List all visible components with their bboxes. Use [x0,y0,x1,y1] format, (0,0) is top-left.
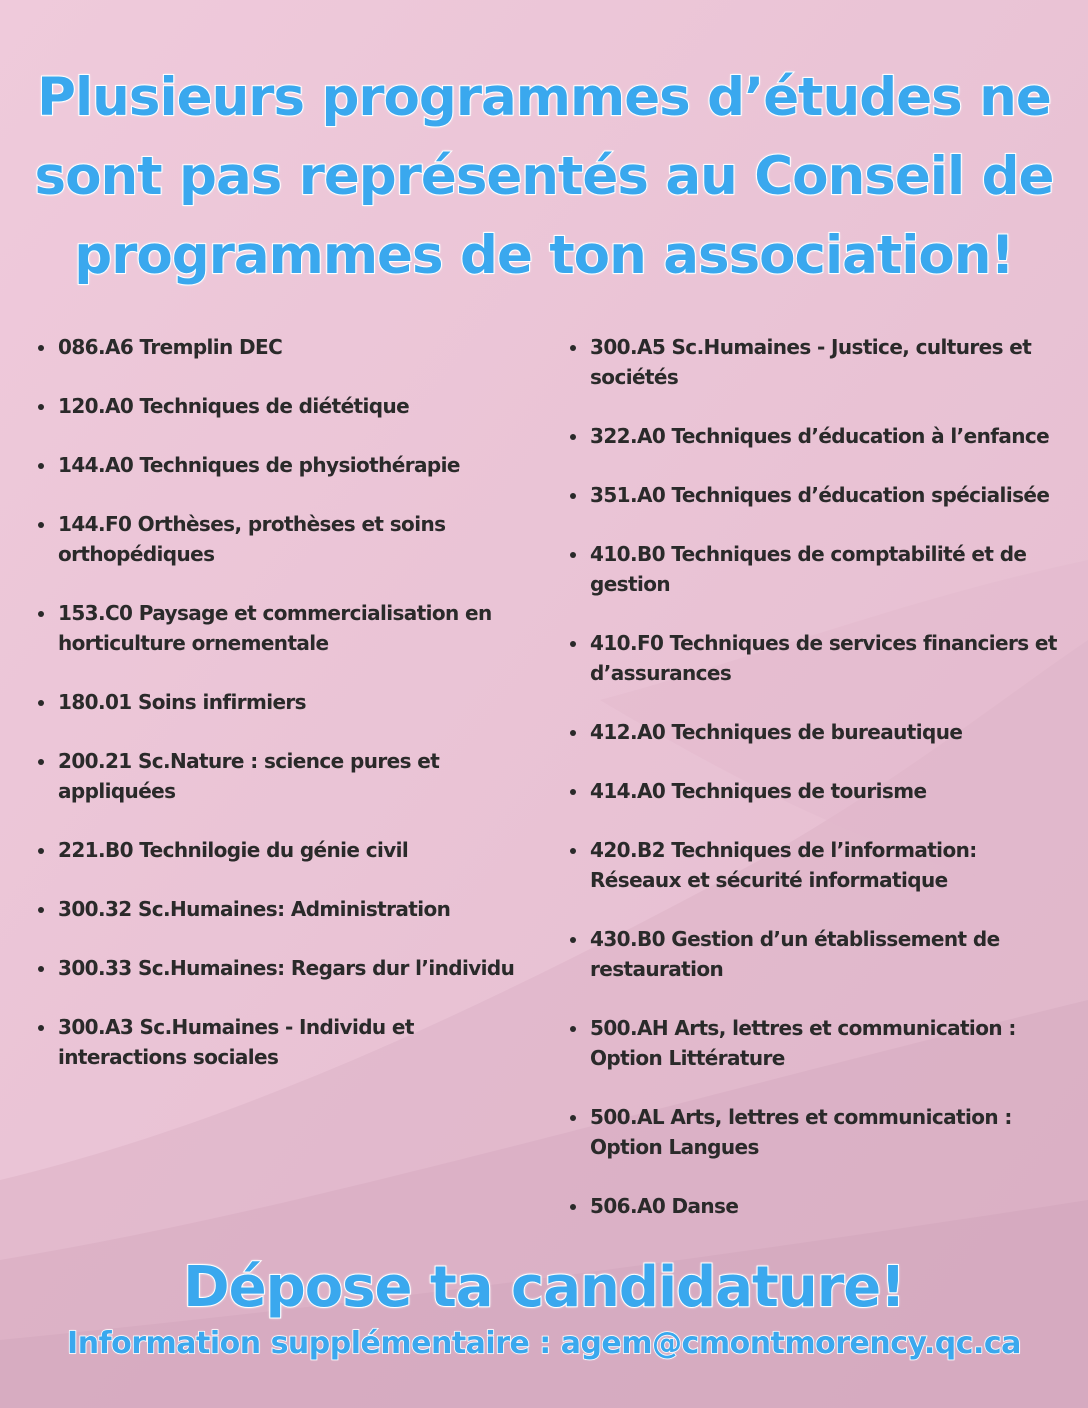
list-item: 430.B0 Gestion d’un établissement de restauration [568,924,1068,984]
list-item: 300.A5 Sc.Humaines - Justice, cultures et sociétés [568,332,1068,392]
call-to-action: Dépose ta candidature! [183,1255,905,1320]
list-item: 300.32 Sc.Humaines: Administration [36,894,516,924]
contact-info: Information supplémentaire : agem@cmontmorency.qc.ca [67,1326,1021,1361]
list-item: 086.A6 Tremplin DEC [36,332,516,362]
list-item: 144.F0 Orthèses, prothèses et soins orthopédiques [36,509,516,569]
programs-list-left [36,332,516,1101]
list-item: 200.21 Sc.Nature : science pures et appliquées [36,746,516,806]
list-item: 420.B2 Techniques de l’information: Réseaux et sécurité informatique [568,835,1068,895]
list-item: 414.A0 Techniques de tourisme [568,776,1068,806]
list-item: 500.AH Arts, lettres et communication : Option Littérature [568,1013,1068,1073]
list-item: 153.C0 Paysage et commercialisation en horticulture ornementale [36,598,516,658]
list-item: 506.A0 Danse [568,1191,1068,1221]
list-item: 144.A0 Techniques de physiothérapie [36,450,516,480]
list-item: 351.A0 Techniques d’éducation spécialisée [568,480,1068,510]
list-item: 221.B0 Technilogie du génie civil [36,835,516,865]
list-item: 120.A0 Techniques de diététique [36,391,516,421]
list-item: 412.A0 Techniques de bureautique [568,717,1068,747]
list-item: 322.A0 Techniques d’éducation à l’enfance [568,421,1068,451]
list-item: 500.AL Arts, lettres et communication : Option Langues [568,1102,1068,1162]
list-item: 410.F0 Techniques de services financiers et d’assurances [568,628,1068,688]
programs-list-right [568,332,1068,1250]
list-item: 300.33 Sc.Humaines: Regars dur l’individu [36,953,516,983]
list-item: 180.01 Soins infirmiers [36,687,516,717]
list-item: 300.A3 Sc.Humaines - Individu et interactions sociales [36,1012,516,1072]
page-title: Plusieurs programmes d’études ne sont pas représentés au Conseil de programmes de ton association! [34,67,1054,286]
list-item: 410.B0 Techniques de comptabilité et de gestion [568,539,1068,599]
